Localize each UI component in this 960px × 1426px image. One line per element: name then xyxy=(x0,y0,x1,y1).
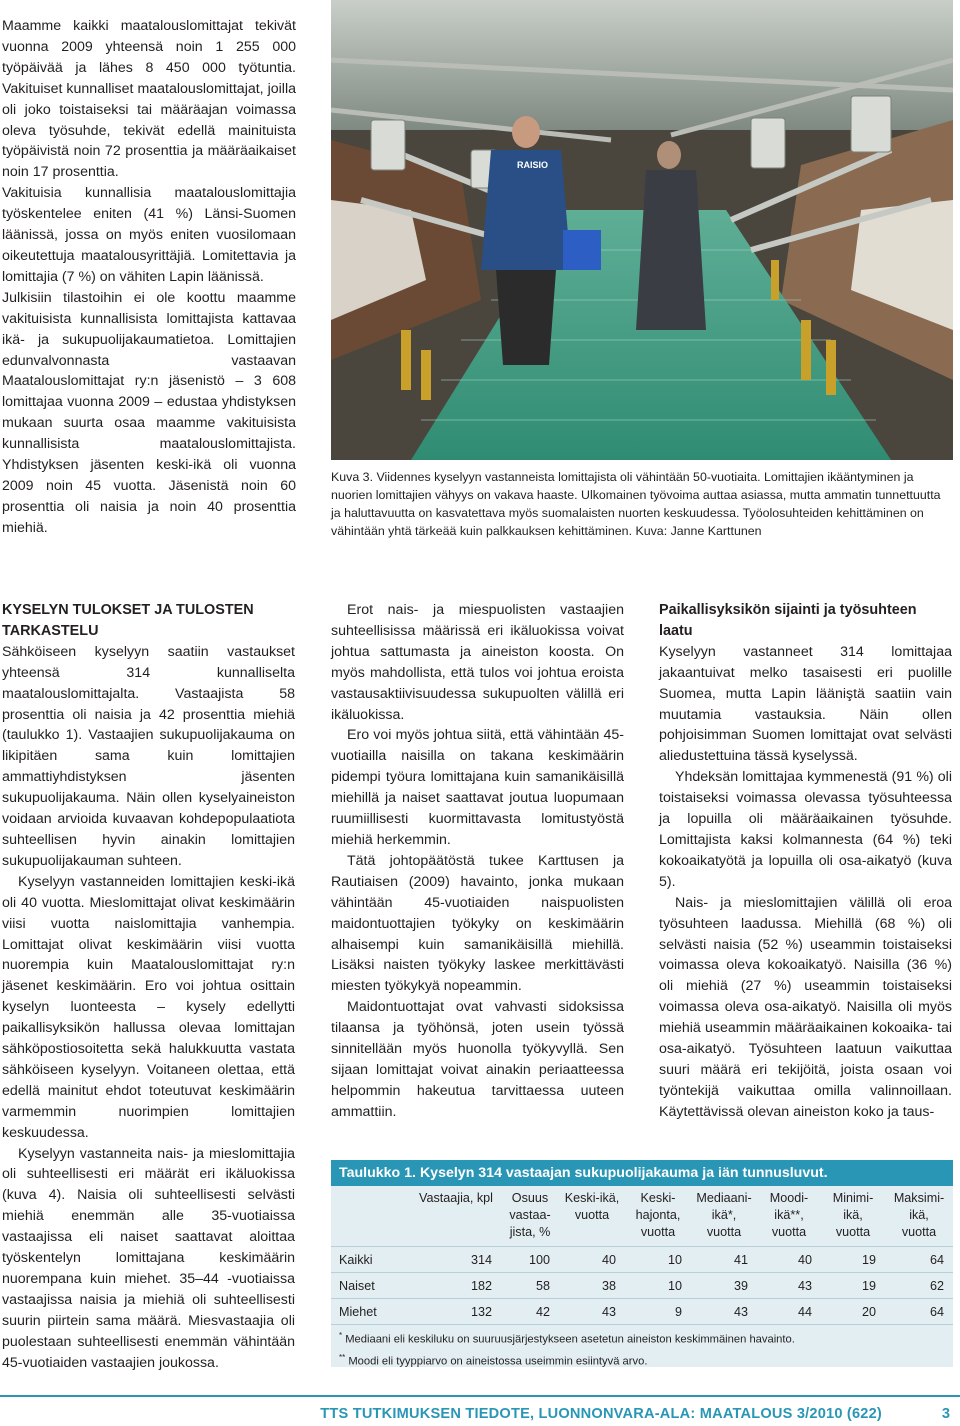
table-cell: 43 xyxy=(757,1273,821,1299)
table-footnote xyxy=(339,1327,949,1349)
table-cell: 182 xyxy=(411,1273,501,1299)
table-row xyxy=(331,1273,953,1299)
table-header-cell: Vastaajia, kpl xyxy=(419,1191,493,1205)
table-cell: 20 xyxy=(821,1299,885,1325)
paragraph: Ero voi myös johtua siitä, että vähintään 45-vuotiailla naisilla on takana keskimäärin pidempi työura lomittajana kuin samanikäisillä miehillä ja naiset saattavat joutua luopumaan ruumiillisesti kuormittavasta lomitustyöstä miehiä herkemmin. xyxy=(331,727,624,848)
table-cell: 64 xyxy=(885,1247,953,1273)
paragraph: Erot nais- ja miespuolisten vastaajien suhteellisissa määrissä eri ikäluokissa voivat johtua sattumasta ja aineiston koosta. On myös mahdollista, että tulos voi johtua eroista vastausaktiivisuudessa sukupuolten välillä eri ikäluokissa. xyxy=(331,602,624,723)
table-cell: 19 xyxy=(821,1273,885,1299)
table-cell: Kaikki xyxy=(331,1247,411,1273)
footnote-mark: * xyxy=(339,1331,343,1340)
table-row xyxy=(331,1247,953,1273)
table-cell: 314 xyxy=(411,1247,501,1273)
table-cell: 62 xyxy=(885,1273,953,1299)
footnote-text: Moodi eli tyyppiarvo on aineistossa useimmin esiintyvä arvo. xyxy=(345,1355,648,1368)
text-column-2 xyxy=(331,600,624,1123)
table-header-cell xyxy=(331,1190,411,1247)
paragraph: Tätä johtopäätöstä tukee Karttusen ja Rautiaisen (2009) havainto, jonka mukaan vähintään 45-vuotiaiden naispuolisten maidontuottajien työkyky on keskimäärin alhaisempi kuin samanikäisillä miehillä. Lisäksi naisten työkyky laskee merkittävästi miesten työkykyä nopeammin. xyxy=(331,852,624,995)
table-header-cell: Minimi- ikä, vuotta xyxy=(832,1191,874,1239)
table-cell: 132 xyxy=(411,1299,501,1325)
table-cell: 40 xyxy=(559,1247,625,1273)
section-heading: KYSELYN TULOKSET JA TULOSTEN TARKASTELU xyxy=(2,602,254,639)
footnote-text: Mediaani eli keskiluku on suuruusjärjestykseen asetetun aineiston keskimmäinen havainto. xyxy=(342,1333,795,1346)
table-title: Taulukko 1. Kyselyn 314 vastaajan sukupuolijakauma ja iän tunnusluvut. xyxy=(331,1160,953,1186)
table-header-cell: Moodi- ikä**, vuotta xyxy=(769,1191,809,1239)
milking-parlour-photo xyxy=(331,0,953,460)
table-cell: 42 xyxy=(501,1299,559,1325)
paragraph: Maidontuottajat ovat vahvasti sidoksissa tilaansa ja työhönsä, joten usein työssä sinnitellään myös huonolla työkyvyllä. Sen sijaan lomittajat voivat ainakin periaatteessa helpommin hakeutua tarvittaessa uuteen ammattiin. xyxy=(331,999,624,1120)
table-1-box xyxy=(331,1160,953,1367)
text-column-1 xyxy=(2,600,295,1374)
paragraph: Maamme kaikki maatalouslomittajat tekivät vuonna 2009 yhteensä noin 1 255 000 työpäivää ja lähes 8 450 000 työtuntia. Vakituiset kunnalliset maatalouslomittajat, joilla oli joko toistaiseksi tai määräajan voimassa oleva työsuhde, tekivät edellä mainituista työpäivistä noin 72 prosenttia ja määräaikaiset noin 17 prosenttia. xyxy=(2,18,296,181)
table-cell: Miehet xyxy=(331,1299,411,1325)
table-cell: 10 xyxy=(625,1247,691,1273)
page-footer xyxy=(0,1395,960,1426)
table-cell: 43 xyxy=(559,1299,625,1325)
table-header-row xyxy=(331,1190,953,1247)
table-cell: 44 xyxy=(757,1299,821,1325)
table-footnotes xyxy=(339,1327,949,1370)
table-row xyxy=(331,1299,953,1325)
table-cell: 41 xyxy=(691,1247,757,1273)
paragraph: Vakituisia kunnallisia maatalouslomittajia työskentelee eniten (41 %) Länsi-Suomen läänissä, jossa on myös eniten vuosilomaan oikeutettuja maatalousyrittäjiä. Lomitettavia ja lomittajia (7 %) on vähiten Lapin läänissä. xyxy=(2,185,296,285)
page-number: 3 xyxy=(941,1406,950,1422)
table-header-cell: Osuus vastaa- jista, % xyxy=(509,1191,551,1239)
paragraph: Kyselyyn vastanneet 314 lomittajaa jakaantuivat melko tasaisesti eri puolille Suomea, mutta Lapin lääniştä saatiin vain muutamia vastauksia. Näin ollen pohjoisimman Suomen lomittajat ovat selvästi aliedustettuina tässä kyselyssä. xyxy=(659,643,952,765)
table-header-cell: Keski-ikä, vuotta xyxy=(564,1191,620,1222)
table-footnote xyxy=(339,1349,949,1371)
table-cell: Naiset xyxy=(331,1273,411,1299)
footnote-mark: ** xyxy=(339,1352,346,1362)
paragraph: Nais- ja mieslomittajien välillä oli eroa työsuhteen laadussa. Miehillä (68 %) oli selvästi naisia (52 %) useammin toistaiseksi voimassa oleva kokoaikatyö. Naisilla (36 %) oli miehiä (27 %) useammin toistaiseksi voimassa oleva osa-aikatyö. Naisilla oli myös miehiä useammin määräaikainen kokoaika- tai osa-aikatyö. Työsuhteen laatuun vaikuttaa suuri määrä eri tekijöitä, joista osaan voi työntekijä vaikuttaa omilla valinnoillaan. Käytettävissä olevan aineiston koko ja taus- xyxy=(659,894,952,1120)
statistics-table xyxy=(331,1190,953,1325)
paragraph: Julkisiin tilastoihin ei ole koottu maamme vakituisista kunnallisista lomittajista kattavaa ikä- ja sukupuolijakaumatietoa. Lomittajien edunvalvonnasta vastaavan Maatalouslomittajat ry:n jäsenistö – 3 608 lomittajaa vuonna 2009 – edustaa yhdistyksen mukaan suurta osaa maamme vakituisista kunnallisista maatalouslomittajista. Yhdistyksen jäsenten keski-ikä oli vuonna 2009 noin 45 vuotta. Jäsenistä noin 60 prosenttia oli naisia ja noin 40 prosenttia miehiä. xyxy=(2,289,296,536)
paragraph: Kyselyyn vastanneita nais- ja mieslomittajia oli suhteellisesti eri määrät eri ikäluokissa (kuva 4). Naisia oli suhteellisesti selvästi miehiä enemmän alle 35-vuotiaissa vastaajissa eli naiset saattavat aloittaa työskentelyn lomittajana keskimäärin nuorempana kuin miehet. 35–44 -vuotiaissa vastaajissa naisia ja miehiä oli suhteellisesti suurin piirtein sama määrä. Miesvastaajia oli puolestaan suhteellisesti enemmän vähintään 45-vuotiaiden vastaajien joukossa. xyxy=(2,1145,295,1371)
photo-illustration xyxy=(331,0,953,460)
table-cell: 58 xyxy=(501,1273,559,1299)
table-header-cell: Keski- hajonta, vuotta xyxy=(635,1191,681,1239)
table-cell: 10 xyxy=(625,1273,691,1299)
figure-caption: Kuva 3. Viidennes kyselyyn vastanneista lomittajista oli vähintään 50-vuotiaita. Lomittajien ikääntyminen ja nuorien lomittajien vähyys on vakava haaste. Ulkomainen työvoima auttaa asiassa, mutta ammatin tunnettuutta ja haluttavuutta on kasvatettava myös suomalaisten nuorten keskuudessa. Työolosuhteiden kehittäminen on vähintään yhtä tärkeää kuin palkkauksen kehittäminen. Kuva: Janne Karttunen xyxy=(331,470,941,538)
table-cell: 39 xyxy=(691,1273,757,1299)
table-cell: 100 xyxy=(501,1247,559,1273)
table-cell: 19 xyxy=(821,1247,885,1273)
table-cell: 9 xyxy=(625,1299,691,1325)
table-header-cell: Mediaani- ikä*, vuotta xyxy=(696,1191,752,1239)
footer-publication-title: TTS TUTKIMUKSEN TIEDOTE, LUONNONVARA-ALA: MAATALOUS 3/2010 (622) xyxy=(320,1406,882,1422)
table-cell: 43 xyxy=(691,1299,757,1325)
table-cell: 38 xyxy=(559,1273,625,1299)
text-column-3 xyxy=(659,600,952,1123)
table-cell: 40 xyxy=(757,1247,821,1273)
clothing-logo-text: RAISIO xyxy=(517,160,549,170)
table-cell: 64 xyxy=(885,1299,953,1325)
intro-text-column xyxy=(2,16,296,539)
footer-rule xyxy=(0,1395,960,1397)
table-header-cell: Maksimi- ikä, vuotta xyxy=(893,1191,945,1239)
paragraph: Yhdeksän lomittajaa kymmenestä (91 %) oli toistaiseksi voimassa olevassa työsuhteessa ja lopuilla oli määräaikainen työsuhde. Lomittajista kaksi kolmannesta (64 %) teki kokoaikatyötä ja lopuilla oli osa-aikatyö (kuva 5). xyxy=(659,769,952,890)
section-heading: Paikallisyksikön sijainti ja työsuhteen laatu xyxy=(659,602,917,639)
paragraph: Sähköiseen kyselyyn saatiin vastaukset yhteensä 314 kunnalliselta maatalouslomittajalta. Vastaajista 58 prosenttia oli naisia ja 42 prosenttia miehiä (taulukko 1). Vastaajien sukupuolijakauma on likipitäen sama kuin lomittajien ammattiyhdistyksen jäsenten sukupuolijakauma. Näin ollen kyselyaineiston voidaan arvioida kuvaavan kohdepopulaatiota suhteellisen hyvin ainakin lomittajien sukupuolijakauman suhteen. xyxy=(2,643,295,869)
paragraph: Kyselyyn vastanneiden lomittajien keski-ikä oli 40 vuotta. Mieslomittajat olivat keskimäärin viisi vuotta naislomittajia vanhempia. Lomittajat olivat keskimäärin viisi vuotta nuorempia kuin Maatalouslomittajat ry:n jäsenet keskimäärin. Ero voi johtua osittain kyselyn luonteesta – kysely edellytti paikallisyksikön hallussa olevaa lomittajan sähköpostiosoitetta sekä halukkuutta vastata sähköiseen kyselyyn. Voitaneen olettaa, että edellä mainitut ehdot toteutuvat keskimäärin varmemmin nuorimpien lomittajien keskuudessa. xyxy=(2,873,295,1141)
